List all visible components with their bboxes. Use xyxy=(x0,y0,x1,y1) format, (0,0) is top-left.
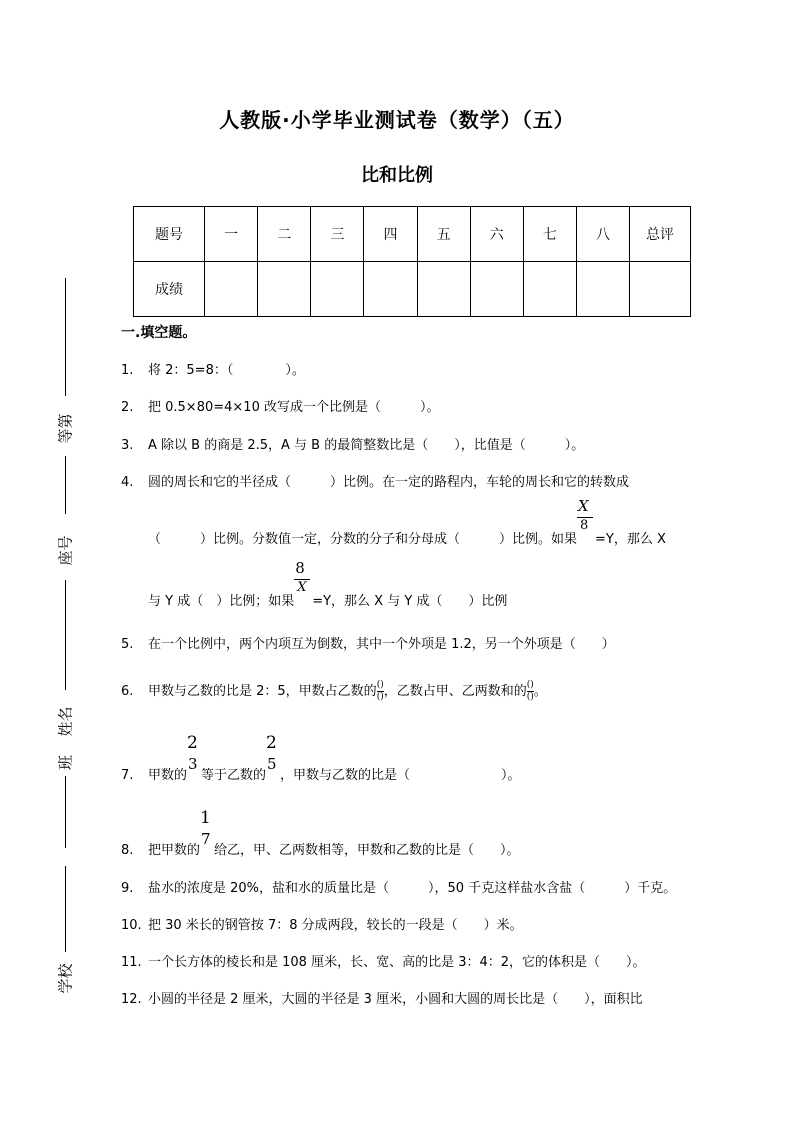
fraction-numerator: () xyxy=(526,680,534,690)
question-text: 等于乙数的 xyxy=(201,768,267,783)
question-text: （ ）比例。分数值一定，分数的分子和分母成（ ）比例。如果 xyxy=(148,532,578,547)
page-subtitle: 比和比例 xyxy=(361,165,433,186)
fraction-numerator: X xyxy=(578,497,589,515)
question-4-line-3 xyxy=(148,559,508,609)
question-number: 11. xyxy=(121,955,142,970)
question-text: 一个长方体的棱长和是 108 厘米，长、宽、高的比是 3：4：2，它的体积是（ ）。 xyxy=(148,955,646,970)
score-header-cell: 八 xyxy=(576,207,629,262)
question-text: ，甲数与乙数的比是（ ）。 xyxy=(280,768,521,783)
score-header-cell: 七 xyxy=(523,207,576,262)
fraction-numerator: 2 xyxy=(187,733,198,753)
question-number: 7. xyxy=(121,768,134,783)
sidebar-label-class: 班 xyxy=(56,755,75,771)
score-cell xyxy=(364,262,417,317)
fraction-denominator: 7 xyxy=(201,830,211,848)
section-title: 一.填空题。 xyxy=(121,325,197,341)
fraction-numerator: () xyxy=(376,680,384,690)
question-4-line-2 xyxy=(148,497,666,547)
question-number: 6. xyxy=(121,684,134,699)
score-header-cell: 总评 xyxy=(630,207,691,262)
fraction-x-over-8 xyxy=(577,497,595,543)
question-text: 与 Y 成（ ）比例；如果 xyxy=(148,594,295,609)
question-text: =Y，那么 X 与 Y 成（ ）比例 xyxy=(312,594,508,609)
question-7 xyxy=(121,733,521,783)
question-text: 甲数与乙数的比是 2：5，甲数占乙数的 xyxy=(148,684,377,699)
fraction-denominator: 3 xyxy=(188,755,198,773)
score-header-cell: 四 xyxy=(364,207,417,262)
question-11 xyxy=(121,951,646,970)
question-text: 圆的周长和它的半径成（ ）比例。在一定的路程内，车轮的周长和它的转数成 xyxy=(148,475,630,490)
fraction-2-over-3 xyxy=(187,733,201,779)
score-header-cell: 三 xyxy=(311,207,364,262)
question-number: 10. xyxy=(121,918,142,933)
score-cell xyxy=(258,262,311,317)
question-text: 小圆的半径是 2 厘米，大圆的半径是 3 厘米，小圆和大圆的周长比是（ ），面积比 xyxy=(148,992,643,1007)
question-text: 将 2：5=8：（ ）。 xyxy=(148,363,305,378)
score-cell xyxy=(630,262,691,317)
score-table xyxy=(133,206,691,317)
fraction-1-over-7 xyxy=(200,808,214,854)
question-4-line-1 xyxy=(121,471,629,490)
fraction-numerator: 2 xyxy=(266,733,277,753)
score-cell xyxy=(205,262,258,317)
sidebar-line xyxy=(65,776,66,848)
question-text: 把甲数的 xyxy=(148,843,201,858)
question-12 xyxy=(121,988,643,1007)
question-text: A 除以 B 的商是 2.5，A 与 B 的最简整数比是（ ），比值是（ ）。 xyxy=(148,438,585,453)
blank-fraction xyxy=(377,681,384,702)
question-number: 5. xyxy=(121,637,134,652)
fraction-denominator: () xyxy=(526,692,534,702)
question-2 xyxy=(121,396,439,415)
question-text: 给乙，甲、乙两数相等，甲数和乙数的比是（ ）。 xyxy=(214,843,520,858)
blank-fraction xyxy=(527,681,534,702)
sidebar-line xyxy=(65,580,66,690)
question-text: 把 0.5×80=4×10 改写成一个比例是（ ）。 xyxy=(148,400,440,415)
question-text: 甲数的 xyxy=(148,768,188,783)
fraction-denominator: X xyxy=(297,580,307,595)
question-number: 12. xyxy=(121,992,142,1007)
fraction-numerator: 8 xyxy=(295,559,305,577)
question-number: 4. xyxy=(121,475,134,490)
question-6 xyxy=(121,680,547,702)
sidebar-line xyxy=(65,866,66,952)
score-table-header-row xyxy=(134,207,691,262)
sidebar-line xyxy=(65,456,66,514)
question-text: 把 30 米长的钢管按 7：8 分成两段，较长的一段是（ ）米。 xyxy=(148,918,523,933)
sidebar-label-grade: 等第 xyxy=(56,413,75,444)
fraction-2-over-5 xyxy=(266,733,280,779)
question-number: 3. xyxy=(121,438,134,453)
question-3 xyxy=(121,434,584,453)
fraction-numerator: 1 xyxy=(200,808,211,828)
score-cell xyxy=(576,262,629,317)
question-number: 9. xyxy=(121,881,134,896)
score-cell xyxy=(417,262,470,317)
sidebar-label-seat: 座号 xyxy=(56,535,75,566)
question-text: 盐水的浓度是 20%，盐和水的质量比是（ ），50 千克这样盐水含盐（ ）千克。 xyxy=(148,881,677,896)
question-text: 在一个比例中，两个内项互为倒数，其中一个外项是 1.2，另一个外项是（ ） xyxy=(148,637,615,652)
question-10 xyxy=(121,914,523,933)
score-header-cell: 一 xyxy=(205,207,258,262)
score-cell xyxy=(311,262,364,317)
score-table-score-row xyxy=(134,262,691,317)
question-1 xyxy=(121,359,305,378)
question-9 xyxy=(121,877,676,896)
score-cell xyxy=(523,262,576,317)
score-header-cell: 二 xyxy=(258,207,311,262)
page-title: 人教版·小学毕业测试卷（数学）（五） xyxy=(219,108,575,132)
sidebar-line xyxy=(65,278,66,396)
question-text: 。 xyxy=(533,684,547,699)
question-8 xyxy=(121,808,520,858)
score-cell xyxy=(470,262,523,317)
question-5 xyxy=(121,633,615,652)
score-header-cell: 六 xyxy=(470,207,523,262)
fraction-8-over-x xyxy=(294,559,312,605)
score-row-label: 成绩 xyxy=(134,262,205,317)
fraction-denominator: 5 xyxy=(267,755,277,773)
question-text: ，乙数占甲、乙两数和的 xyxy=(383,684,527,699)
sidebar-label-school: 学校 xyxy=(56,963,75,994)
question-number: 2. xyxy=(121,400,134,415)
fraction-denominator: () xyxy=(376,692,384,702)
score-header-cell: 题号 xyxy=(134,207,205,262)
score-header-cell: 五 xyxy=(417,207,470,262)
question-number: 1. xyxy=(121,363,134,378)
question-number: 8. xyxy=(121,843,134,858)
fraction-denominator: 8 xyxy=(580,518,589,533)
question-text: =Y，那么 X xyxy=(595,532,666,547)
sidebar-label-name: 姓名 xyxy=(56,706,75,737)
